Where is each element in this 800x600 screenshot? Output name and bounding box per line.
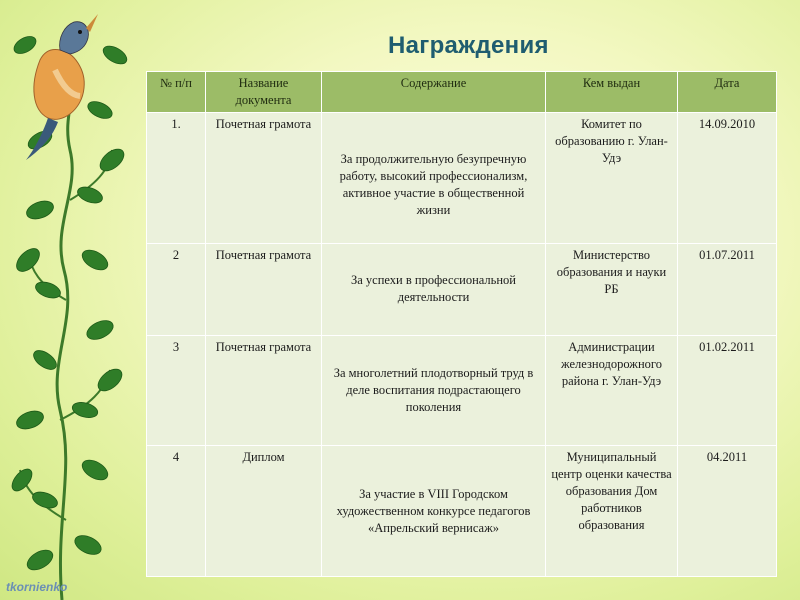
cell-name: Диплом [206,446,322,577]
table-row [147,446,777,577]
cell-issuer: Муниципальный центр оценки качества образования Дом работников образования [546,446,678,577]
header-name: Название документа [206,72,322,113]
cell-content: За многолетний плодотворный труд в деле воспитания подрастающего поколения [322,335,546,445]
cell-name: Почетная грамота [206,335,322,445]
cell-date: 01.02.2011 [678,335,777,445]
header-date: Дата [678,72,777,113]
cell-name: Почетная грамота [206,113,322,244]
header-content: Содержание [322,72,546,113]
cell-content: За успехи в профессиональной деятельности [322,243,546,335]
cell-issuer: Администрации железнодорожного района г. Улан-Удэ [546,335,678,445]
header-issuer: Кем выдан [546,72,678,113]
table-row [147,335,777,445]
cell-num: 3 [147,335,206,445]
awards-table [146,71,777,577]
cell-num: 1. [147,113,206,244]
cell-num: 2 [147,243,206,335]
watermark: tkornienko [6,580,68,594]
table-row [147,113,777,244]
cell-name: Почетная грамота [206,243,322,335]
cell-date: 01.07.2011 [678,243,777,335]
table-header-row [147,72,777,113]
cell-content: За участие в VIII Городском художественном конкурсе педагогов «Апрельский вернисаж» [322,446,546,577]
cell-issuer: Комитет по образованию г. Улан-Удэ [546,113,678,244]
page-title: Награждения [388,32,549,59]
cell-date: 04.2011 [678,446,777,577]
vine-bird-illustration [0,0,150,600]
cell-num: 4 [147,446,206,577]
header-num: № п/п [147,72,206,113]
table-row [147,243,777,335]
cell-content: За продолжительную безупречную работу, высокий профессионализм, активное участие в общественной жизни [322,113,546,244]
cell-date: 14.09.2010 [678,113,777,244]
cell-issuer: Министерство образования и науки РБ [546,243,678,335]
